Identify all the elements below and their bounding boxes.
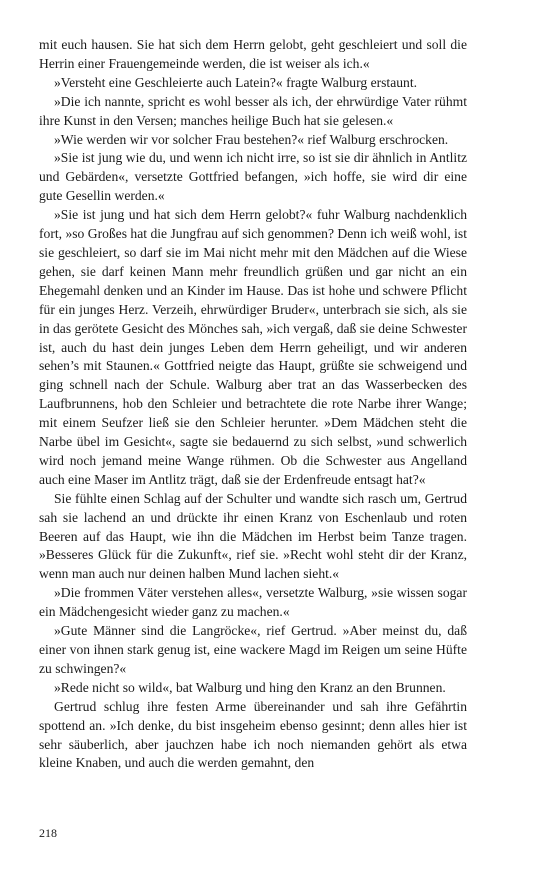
paragraph: Sie fühlte einen Schlag auf der Schulter und wandte sich rasch um, Gertrud sah sie lachend an und drückte ihr einen Kranz von Eschenlaub und roten Beeren auf das Haupt, wie ihn die Mädchen im Herbst beim Tanze tragen. »Besseres Glück für die Zukunft«, rief sie. »Recht wohl steht dir der Kranz, wenn man auch nur deinen halben Mund lachen sieht.« xyxy=(39,490,467,582)
paragraph: »Versteht eine Geschleierte auch Latein?« fragte Walburg erstaunt. xyxy=(54,74,418,90)
page-number: 218 xyxy=(39,826,57,840)
paragraph: »Wie werden wir vor solcher Frau bestehen?« rief Walburg erschrocken. xyxy=(54,131,449,147)
paragraph: »Rede nicht so wild«, bat Walburg und hing den Kranz an den Brunnen. xyxy=(54,679,446,695)
paragraph: Gertrud schlug ihre festen Arme übereinander und sah ihre Gefährtin spottend an. »Ich denke, du bist insgeheim ebenso gesinnt; denn alles hier ist sehr säuberlich, aber jauchzen habe ich noch niemanden gehört als etwa kleine Knaben, und auch die werden gemahnt, den xyxy=(39,698,467,771)
paragraph: »Gute Männer sind die Langröcke«, rief Gertrud. »Aber meinst du, daß einer von ihnen stark genug ist, eine wackere Magd im Reigen um seine Hüfte zu schwingen?« xyxy=(39,623,467,676)
paragraph: »Sie ist jung wie du, und wenn ich nicht irre, so ist sie dir ähnlich in Antlitz und Gebärden«, versetzte Gottfried befangen, »ich hoffe, sie wird dir eine gute Gesellin werden.« xyxy=(39,150,467,204)
paragraph: mit euch hausen. Sie hat sich dem Herrn gelobt, geht geschleiert und soll die Herrin einer Frauengemeinde werden, die ist weiser als ich.« xyxy=(39,37,467,71)
paragraph: »Sie ist jung und hat sich dem Herrn gelobt?« fuhr Walburg nachdenklich fort, »so Großes hat die Jungfrau auf sich genommen? Denn ich weiß wohl, ist sie geschleiert, so darf sie im Mai nicht mehr mit den Mädchen auf die Wiese gehen, sie darf keinen Mann mehr freundlich grüßen und gar nicht an ein Ehegemahl denken und an Kinder im Hause. Das ist hohe und schwere Pflicht für ein junges Herz. Verzeih, ehrwürdiger Bruder«, unterbrach sie sich, als sie in das gerötete Gesicht des Mönches sah, »ich vergaß, daß sie deine Schwester ist, auch du hast dein junges Leben dem Herrn geheiligt, und wir anderen sehen’s mit Staunen.« Gottfried neigte das Haupt, grüßte sie schweigend und ging schnell nach der Schule. Walburg aber trat an das Wasserbecken des Laufbrunnens, hob den Schleier und betrachtete die rote Narbe ihrer Wange; mit einem Seufzer ließ sie den Schleier herunter. »Dem Mädchen steht die Narbe übel im Gesicht«, sagte sie bedauernd zu sich selbst, »und schwerlich wird noch jemand meine Wange rühmen. Ob die Schwester aus Angelland auch eine Maser im Antlitz trägt, daß sie der Erdenfreude entsagt hat?« xyxy=(39,207,467,487)
page-body xyxy=(39,36,467,773)
paragraph: »Die ich nannte, spricht es wohl besser als ich, der ehrwürdige Vater rühmt ihre Kunst in den Versen; manches heilige Buch hat sie gelesen.« xyxy=(39,93,467,128)
paragraph: »Die frommen Väter verstehen alles«, versetzte Walburg, »sie wissen sogar ein Mädchengesicht wieder ganz zu machen.« xyxy=(39,585,467,620)
